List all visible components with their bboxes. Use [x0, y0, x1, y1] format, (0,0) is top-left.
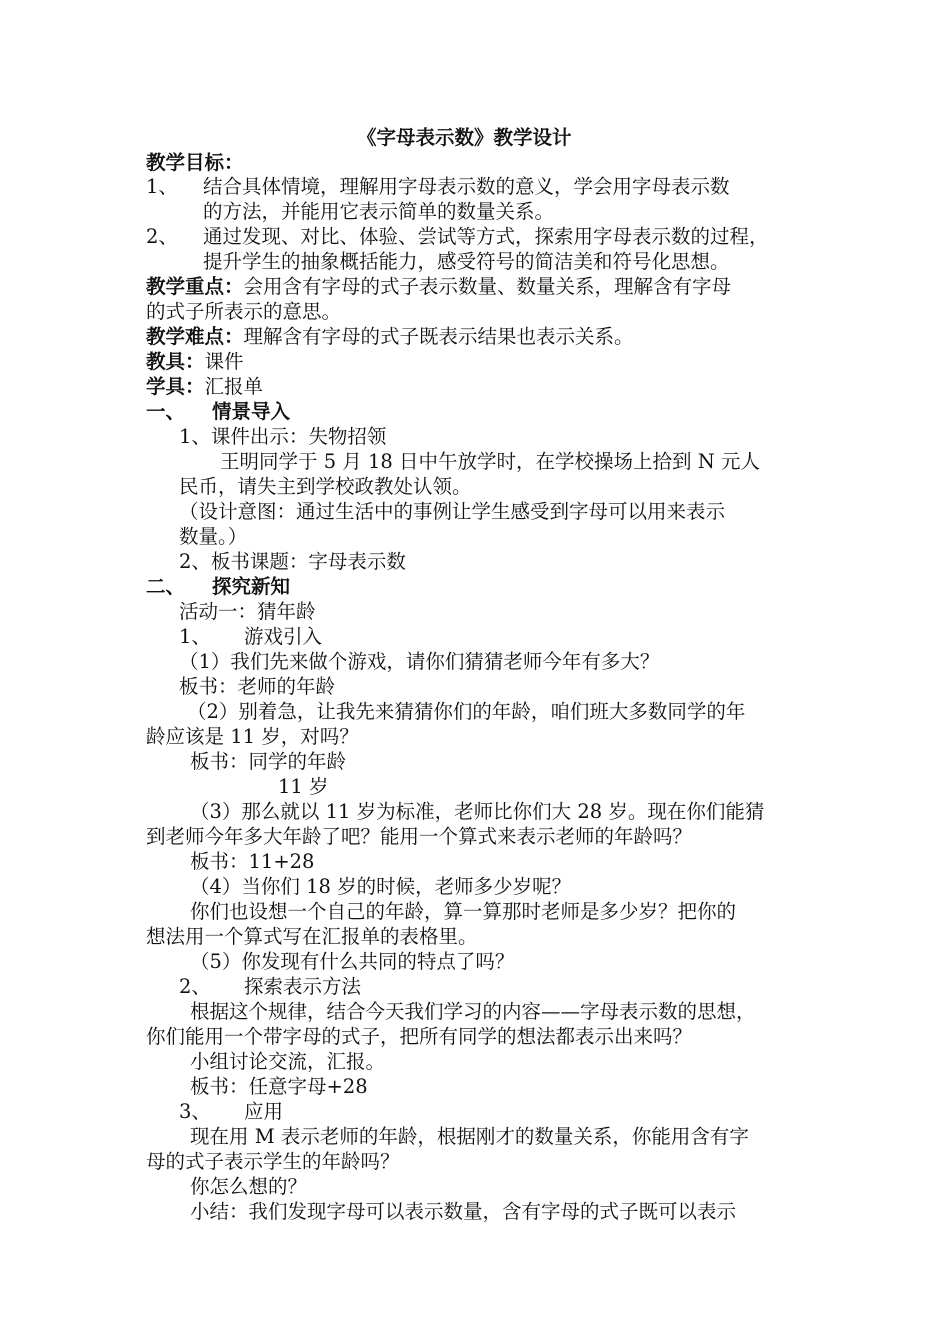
key-point	[146, 275, 731, 299]
difficulty	[146, 325, 634, 349]
question-3-line-1: （3）那么就以 11 岁为标准，老师比你们大 28 岁。现在你们能猜	[190, 800, 765, 823]
goal-1-line-1: 结合具体情境，理解用字母表示数的意义，学会用字母表示数	[203, 175, 730, 198]
paragraph-3-line-1: 现在用 M 表示老师的年龄，根据刚才的数量关系，你能用含有字	[190, 1125, 749, 1148]
key-point-label: 教学重点：	[146, 275, 244, 298]
paragraph-2-line-2: 你们能用一个带字母的式子，把所有同学的想法都表示出来吗？	[146, 1025, 693, 1048]
goal-1-number: 1、	[146, 175, 178, 198]
learning-aids-label: 学具：	[146, 375, 205, 398]
activity-1-title: 活动一：猜年龄	[179, 600, 316, 623]
sub-1-number: 1、	[179, 625, 211, 648]
learning-aids	[146, 375, 263, 399]
question-4: （4）当你们 18 岁的时候，老师多少岁呢？	[190, 875, 572, 898]
section-1-line-3: 民币，请失主到学校政教处认领。	[179, 475, 472, 498]
document-title: 《字母表示数》教学设计	[357, 126, 572, 149]
teaching-aids	[146, 350, 244, 374]
section-1-line-6: 2、板书课题：字母表示数	[179, 550, 406, 573]
teaching-aids-label: 教具：	[146, 350, 205, 373]
section-1-heading: 情景导入	[212, 400, 291, 423]
paragraph-2-line-1: 根据这个规律，结合今天我们学习的内容——字母表示数的思想，	[190, 1000, 756, 1023]
sub-1-title: 游戏引入	[244, 625, 323, 648]
paragraph-3-line-2: 母的式子表示学生的年龄吗？	[146, 1150, 400, 1173]
question-5: （5）你发现有什么共同的特点了吗？	[190, 950, 515, 973]
question-2-line-1: （2）别着急，让我先来猜猜你们的年龄，咱们班大多数同学的年	[187, 700, 746, 723]
question-2-line-2: 龄应该是 11 岁，对吗？	[146, 725, 359, 748]
sub-2-title: 探索表示方法	[244, 975, 362, 998]
question-3-line-2: 到老师今年多大年龄了吧？能用一个算式来表示老师的年龄吗？	[146, 825, 693, 848]
section-1-line-4: （设计意图：通过生活中的事例让学生感受到字母可以用来表示	[179, 500, 726, 523]
paragraph-3-line-4: 小结：我们发现字母可以表示数量，含有字母的式子既可以表示	[190, 1200, 737, 1223]
question-4b-line-2: 想法用一个算式写在汇报单的表格里。	[146, 925, 478, 948]
goals-heading: 教学目标：	[146, 151, 244, 174]
section-1-line-1: 1、课件出示：失物招领	[179, 425, 387, 448]
section-2-number: 二、	[146, 575, 186, 598]
goal-2-number: 2、	[146, 225, 178, 248]
sub-3-number: 3、	[179, 1100, 211, 1123]
paragraph-2-line-3: 小组讨论交流，汇报。	[190, 1050, 386, 1073]
learning-aids-text: 汇报单	[204, 375, 264, 398]
sub-2-number: 2、	[179, 975, 211, 998]
goal-2-line-1: 通过发现、对比、体验、尝试等方式，探索用字母表示数的过程，	[203, 225, 769, 248]
paragraph-3-line-3: 你怎么想的？	[190, 1175, 308, 1198]
board-3: 板书：11+28	[190, 850, 315, 873]
section-2-heading: 探究新知	[212, 575, 291, 598]
goal-2-line-2: 提升学生的抽象概括能力，感受符号的简洁美和符号化思想。	[203, 250, 730, 273]
goal-1-line-2: 的方法，并能用它表示简单的数量关系。	[203, 200, 555, 223]
key-point-text: 会用含有字母的式子表示数量、数量关系，理解含有字母	[243, 275, 732, 298]
board-2: 板书：同学的年龄	[190, 750, 347, 773]
sub-3-title: 应用	[244, 1100, 284, 1123]
board-4: 板书：任意字母+28	[190, 1075, 368, 1098]
question-1: （1）我们先来做个游戏，请你们猜猜老师今年有多大？	[179, 650, 660, 673]
board-2-value: 11 岁	[278, 775, 329, 798]
board-1: 板书：老师的年龄	[179, 675, 336, 698]
difficulty-text: 理解含有字母的式子既表示结果也表示关系。	[243, 325, 634, 348]
section-1-number: 一、	[146, 400, 186, 423]
section-1-line-2: 王明同学于 5 月 18 日中午放学时，在学校操场上拾到 N 元人	[220, 450, 760, 473]
teaching-aids-text: 课件	[204, 350, 244, 373]
difficulty-label: 教学难点：	[146, 325, 244, 348]
question-4b-line-1: 你们也设想一个自己的年龄，算一算那时老师是多少岁？把你的	[190, 900, 737, 923]
section-1-line-5: 数量。）	[179, 525, 248, 548]
key-point-line-2: 的式子所表示的意思。	[146, 300, 342, 323]
